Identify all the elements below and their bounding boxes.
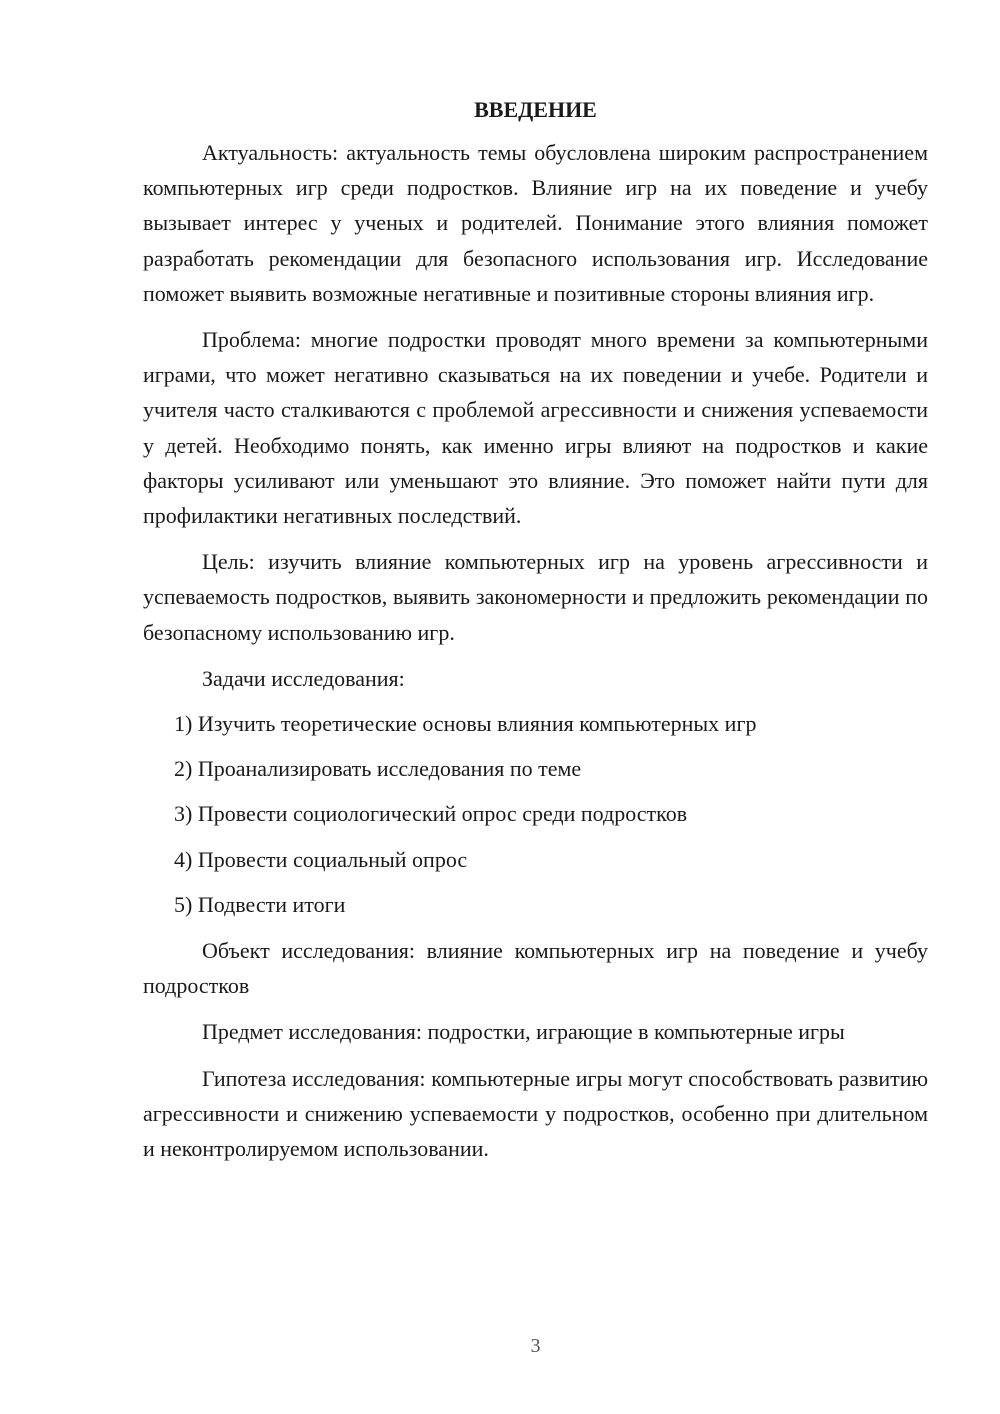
tasks-heading: Задачи исследования: [202,665,405,691]
subject-paragraph: Предмет исследования: подростки, играющие в компьютерные игры [202,1019,845,1045]
hypothesis-paragraph: Гипотеза исследования: компьютерные игры могут способствовать развитию агрессивности и снижению успеваемости у подростков, особенно при длительном и неконтролируемом использовании. [143,1065,928,1162]
goal-paragraph: Цель: изучить влияние компьютерных игр на уровень агрессивности и успеваемость подростков, выявить закономерности и предложить рекомендации по безопасному использованию игр. [143,549,928,645]
problem-paragraph: Проблема: многие подростки проводят много времени за компьютерными играми, что может негативно сказываться на их поведении и учебе. Родители и учителя часто сталкиваются с проблемой агрессивности и снижения успеваемости у детей. Необходимо понять, как именно игры влияют на подростков и какие факторы усиливают или уменьшают это влияние. Это поможет найти пути для профилактики негативных последствий. [143,327,928,529]
page-number: 3 [530,1335,541,1357]
task-item: 2) Проанализировать исследования по теме [174,756,582,782]
task-item: 4) Провести социальный опрос [174,846,468,872]
task-item: 3) Провести социологический опрос среди подростков [174,801,688,827]
relevance-paragraph: Актуальность: актуальность темы обусловлена широким распространением компьютерных игр среди подростков. Влияние игр на их поведение и учебу вызывает интерес у ученых и родителей. Понимание этого влияния поможет разработать рекомендации для безопасного использования игр. Исследование поможет выявить возможные негативные и позитивные стороны влияния игр. [143,140,928,306]
section-title: ВВЕДЕНИЕ [474,97,597,122]
task-item: 5) Подвести итоги [174,891,346,917]
task-item: 1) Изучить теоретические основы влияния компьютерных игр [174,711,757,737]
page-content [143,92,928,1166]
tasks-list [143,706,928,922]
object-paragraph: Объект исследования: влияние компьютерных игр на поведение и учебу подростков [143,938,928,999]
